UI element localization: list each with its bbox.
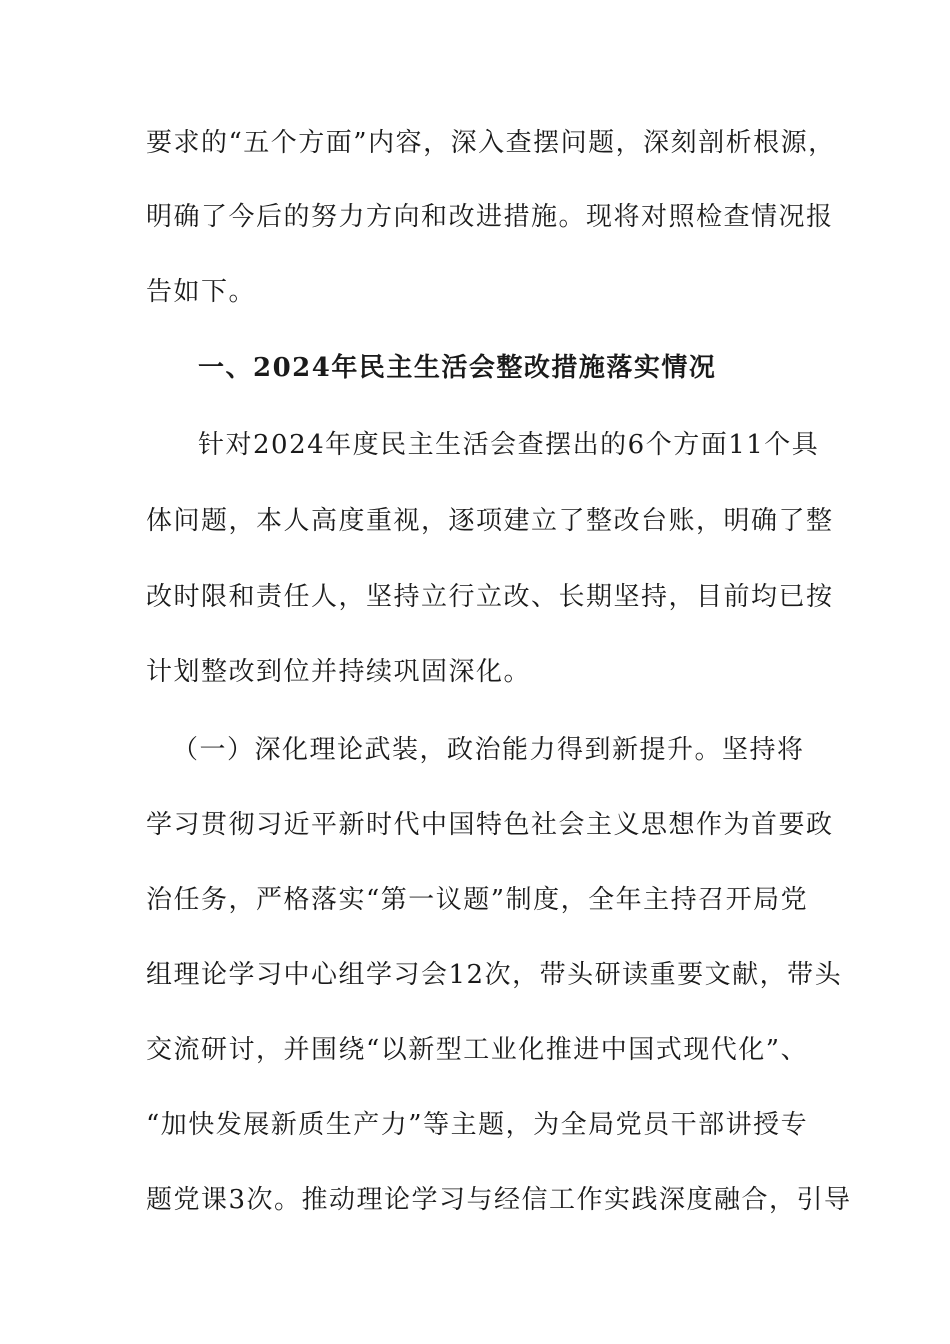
body-text-line: 改时限和责任人，坚持立行立改、长期坚持，目前均已按 (146, 582, 834, 612)
body-text-line: 明确了今后的努力方向和改进措施。现将对照检查情况报 (146, 202, 834, 232)
body-text-line: 告如下。 (146, 277, 257, 307)
subsection-paragraph-start: （一）深化理论武装，政治能力得到新提升。坚持将 (172, 735, 805, 765)
body-text-line: 治任务，严格落实“第一议题”制度，全年主持召开局党 (146, 885, 809, 915)
body-text-line: “加快发展新质生产力”等主题，为全局党员干部讲授专 (146, 1110, 809, 1140)
body-text-line: 计划整改到位并持续巩固深化。 (146, 657, 532, 687)
body-text-line: 学习贯彻习近平新时代中国特色社会主义思想作为首要政 (146, 810, 834, 840)
body-text-line: 体问题，本人高度重视，逐项建立了整改台账，明确了整 (146, 506, 834, 536)
body-text-line: 题党课3次。推动理论学习与经信工作实践深度融合，引导 (146, 1185, 852, 1215)
body-text-line: 组理论学习中心组学习会12次，带头研读重要文献，带头 (146, 960, 843, 990)
body-text-line: 针对2024年度民主生活会查摆出的6个方面11个具 (198, 430, 820, 460)
body-text-line: 交流研讨，并围绕“以新型工业化推进中国式现代化”、 (146, 1035, 809, 1065)
section-heading: 一、2024年民主生活会整改措施落实情况 (198, 353, 717, 383)
body-text-line: 要求的“五个方面”内容，深入查摆问题，深刻剖析根源， (146, 128, 836, 158)
